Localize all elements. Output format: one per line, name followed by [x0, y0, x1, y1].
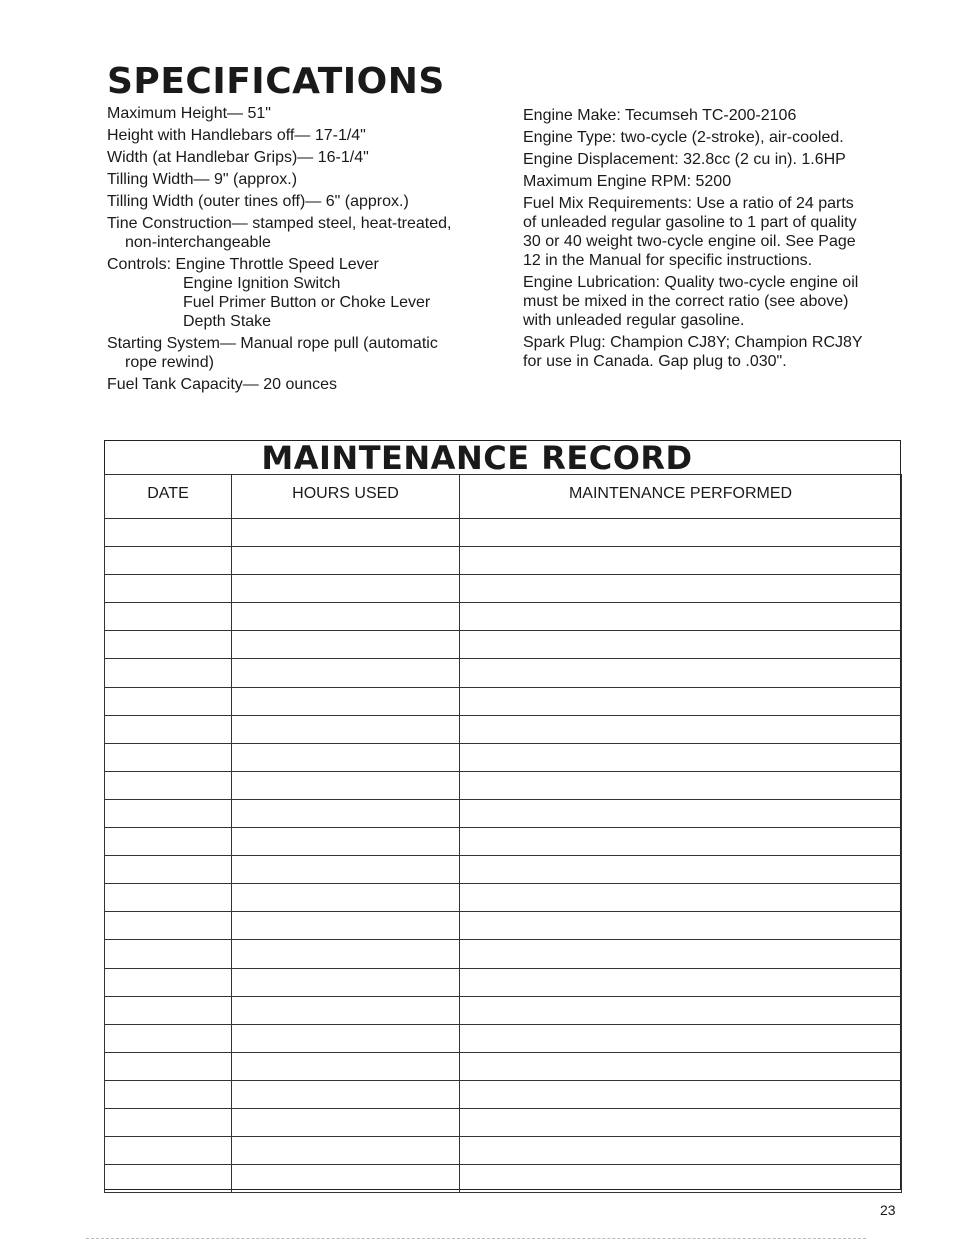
table-row [105, 940, 902, 968]
table-row [105, 1024, 902, 1052]
hours-used-cell [232, 968, 460, 996]
specifications-left-column [107, 104, 502, 394]
maintenance-performed-cell [460, 940, 902, 968]
hours-used-cell [232, 856, 460, 884]
date-cell [105, 1137, 232, 1165]
spec-starting-system-cont: rope rewind) [125, 354, 214, 371]
hours-used-cell [232, 1137, 460, 1165]
table-row [105, 884, 902, 912]
date-cell [105, 771, 232, 799]
maintenance-performed-cell [460, 771, 902, 799]
hours-used-cell [232, 940, 460, 968]
hours-used-cell [232, 547, 460, 575]
table-row [105, 968, 902, 996]
maintenance-performed-cell [460, 912, 902, 940]
hours-used-cell [232, 631, 460, 659]
date-cell [105, 743, 232, 771]
table-row [105, 687, 902, 715]
table-row [105, 799, 902, 827]
date-cell [105, 519, 232, 547]
hours-used-cell [232, 1108, 460, 1136]
maintenance-performed-cell [460, 743, 902, 771]
date-cell [105, 799, 232, 827]
spec-engine-displacement: Engine Displacement: 32.8cc (2 cu in). 1.6HP [523, 151, 846, 168]
page-number: 23 [880, 1202, 896, 1218]
date-cell [105, 1052, 232, 1080]
spec-spark-plug: Spark Plug: Champion CJ8Y; Champion RCJ8Y [523, 334, 863, 351]
hours-used-cell [232, 519, 460, 547]
date-cell [105, 575, 232, 603]
maintenance-performed-cell [460, 1024, 902, 1052]
date-cell [105, 884, 232, 912]
table-row [105, 1052, 902, 1080]
maintenance-performed-cell [460, 996, 902, 1024]
date-cell [105, 828, 232, 856]
date-cell [105, 856, 232, 884]
maintenance-performed-cell [460, 884, 902, 912]
date-cell [105, 547, 232, 575]
maintenance-performed-cell [460, 1108, 902, 1136]
spec-lubrication: Engine Lubrication: Quality two-cycle engine oil [523, 274, 859, 291]
table-row [105, 1108, 902, 1136]
maintenance-performed-cell [460, 828, 902, 856]
maintenance-performed-cell [460, 575, 902, 603]
hours-used-cell [232, 603, 460, 631]
date-cell [105, 631, 232, 659]
table-row [105, 575, 902, 603]
spec-controls: Controls: Engine Throttle Speed Lever [107, 256, 379, 273]
spec-controls-primer: Fuel Primer Button or Choke Lever [183, 294, 431, 311]
spec-tine-construction-cont: non-interchangeable [125, 234, 271, 251]
date-cell [105, 996, 232, 1024]
column-header-hours-used: HOURS USED [232, 475, 460, 519]
spec-fuel-mix-cont-2: 30 or 40 weight two-cycle engine oil. See Page [523, 233, 856, 250]
date-cell [105, 687, 232, 715]
table-row [105, 828, 902, 856]
hours-used-cell [232, 799, 460, 827]
bottom-rule [86, 1238, 866, 1239]
date-cell [105, 715, 232, 743]
maintenance-performed-cell [460, 519, 902, 547]
hours-used-cell [232, 912, 460, 940]
table-row [105, 743, 902, 771]
hours-used-cell [232, 1052, 460, 1080]
hours-used-cell [232, 1024, 460, 1052]
maintenance-performed-cell [460, 1165, 902, 1193]
column-header-date: DATE [105, 475, 232, 519]
table-header-row [105, 475, 902, 519]
spec-tilling-width-outer: Tilling Width (outer tines off)— 6" (approx.) [107, 193, 409, 210]
table-row [105, 603, 902, 631]
spec-fuel-mix-cont-1: of unleaded regular gasoline to 1 part of quality [523, 214, 857, 231]
maintenance-performed-cell [460, 715, 902, 743]
spec-controls-ignition: Engine Ignition Switch [183, 275, 341, 292]
spec-height-no-handlebars: Height with Handlebars off— 17-1/4" [107, 127, 366, 144]
table-row [105, 631, 902, 659]
table-row [105, 1137, 902, 1165]
date-cell [105, 1080, 232, 1108]
spec-starting-system: Starting System— Manual rope pull (automatic [107, 335, 438, 352]
specifications-right-column [523, 106, 908, 371]
maintenance-performed-cell [460, 1137, 902, 1165]
table-row [105, 715, 902, 743]
table-row [105, 1165, 902, 1193]
spec-width-grips: Width (at Handlebar Grips)— 16-1/4" [107, 149, 369, 166]
spec-fuel-mix: Fuel Mix Requirements: Use a ratio of 24 parts [523, 195, 854, 212]
date-cell [105, 603, 232, 631]
maintenance-performed-cell [460, 799, 902, 827]
maintenance-performed-cell [460, 687, 902, 715]
hours-used-cell [232, 659, 460, 687]
maintenance-performed-cell [460, 856, 902, 884]
page-title: SPECIFICATIONS [107, 61, 445, 102]
hours-used-cell [232, 828, 460, 856]
table-row [105, 547, 902, 575]
spec-controls-depth-stake: Depth Stake [183, 313, 272, 330]
maintenance-record-table [104, 474, 902, 1193]
hours-used-cell [232, 743, 460, 771]
table-row [105, 771, 902, 799]
hours-used-cell [232, 1080, 460, 1108]
date-cell [105, 940, 232, 968]
hours-used-cell [232, 715, 460, 743]
column-header-maintenance-performed: MAINTENANCE PERFORMED [460, 475, 902, 519]
maintenance-performed-cell [460, 547, 902, 575]
table-row [105, 519, 902, 547]
hours-used-cell [232, 996, 460, 1024]
date-cell [105, 1108, 232, 1136]
maintenance-performed-cell [460, 968, 902, 996]
date-cell [105, 968, 232, 996]
date-cell [105, 659, 232, 687]
maintenance-performed-cell [460, 1080, 902, 1108]
date-cell [105, 912, 232, 940]
maintenance-performed-cell [460, 603, 902, 631]
table-row [105, 912, 902, 940]
spec-tilling-width: Tilling Width— 9" (approx.) [107, 171, 298, 188]
table-row [105, 856, 902, 884]
spec-max-rpm: Maximum Engine RPM: 5200 [523, 173, 732, 190]
table-row [105, 659, 902, 687]
date-cell [105, 1165, 232, 1193]
spec-lubrication-cont-1: must be mixed in the correct ratio (see above) [523, 293, 849, 310]
hours-used-cell [232, 575, 460, 603]
spec-fuel-mix-cont-3: 12 in the Manual for specific instructions. [523, 252, 813, 269]
spec-max-height: Maximum Height— 51" [107, 105, 271, 122]
spec-lubrication-cont-2: with unleaded regular gasoline. [523, 312, 745, 329]
hours-used-cell [232, 687, 460, 715]
maintenance-performed-cell [460, 659, 902, 687]
table-row [105, 1080, 902, 1108]
maintenance-record-rows [105, 519, 902, 1193]
hours-used-cell [232, 884, 460, 912]
spec-fuel-tank: Fuel Tank Capacity— 20 ounces [107, 376, 338, 393]
spec-engine-make: Engine Make: Tecumseh TC-200-2106 [523, 107, 797, 124]
hours-used-cell [232, 1165, 460, 1193]
hours-used-cell [232, 771, 460, 799]
maintenance-record-title: MAINTENANCE RECORD [261, 439, 693, 477]
table-row [105, 996, 902, 1024]
spec-tine-construction: Tine Construction— stamped steel, heat-treated, [107, 215, 452, 232]
maintenance-performed-cell [460, 631, 902, 659]
spec-engine-type: Engine Type: two-cycle (2-stroke), air-cooled. [523, 129, 844, 146]
date-cell [105, 1024, 232, 1052]
spec-spark-plug-cont: for use in Canada. Gap plug to .030". [523, 353, 787, 370]
maintenance-performed-cell [460, 1052, 902, 1080]
